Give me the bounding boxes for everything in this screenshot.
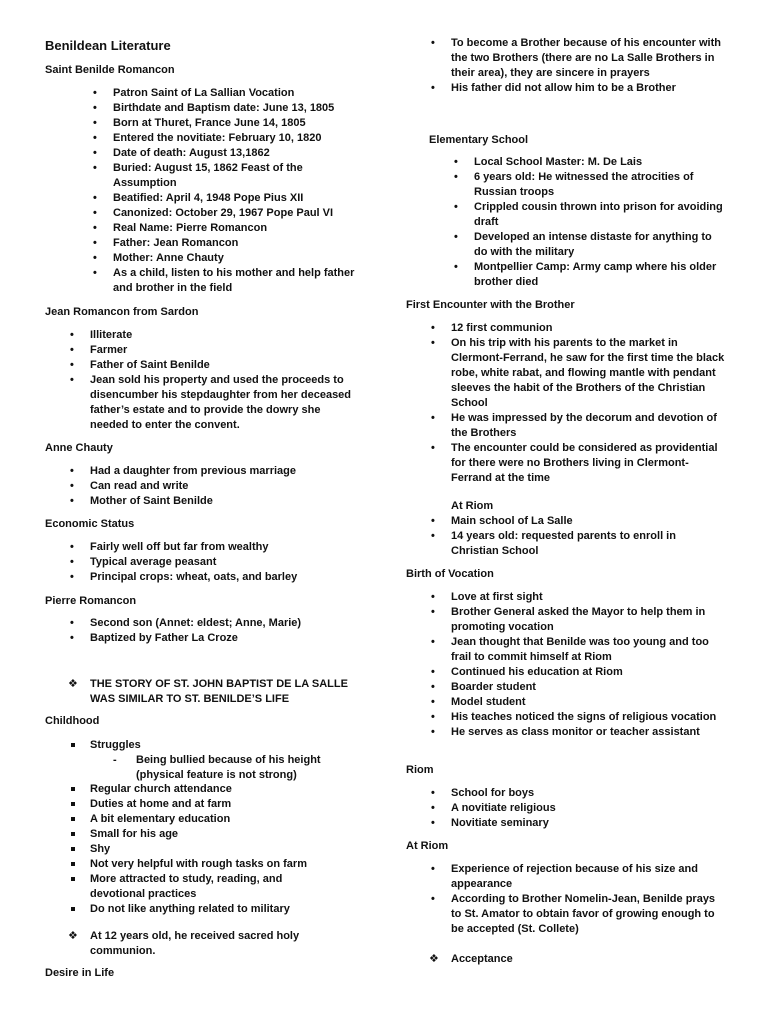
callout-acceptance: ❖ Acceptance (429, 953, 513, 965)
list-pierre-romancon (90, 616, 360, 646)
list-item: • On his trip with his parents to the market in Clermont-Ferrand, he saw for the first time the black robe, white rabat, and flowing mantle with pendant sleeves the habit of the Brothers of the Christian School (451, 336, 726, 411)
list-item: • Born at Thuret, France June 14, 1805 (113, 116, 368, 131)
list-item: • Farmer (90, 343, 360, 358)
list-anne-chauty (90, 464, 360, 509)
section-heading-at-riom-2: At Riom (406, 840, 449, 852)
list-item: • Novitiate seminary (451, 816, 726, 831)
list-item: • Date of death: August 13,1862 (113, 146, 368, 161)
list-item: • Can read and write (90, 479, 360, 494)
list-item: • Entered the novitiate: February 10, 1820 (113, 131, 368, 146)
diamond-bullet-icon: ❖ (68, 678, 78, 690)
list-item: • Father of Saint Benilde (90, 358, 360, 373)
list-item: • Jean thought that Benilde was too young and too frail to commit himself at Riom (451, 635, 726, 665)
list-item: Small for his age (90, 827, 360, 842)
section-heading-riom: Riom (406, 764, 434, 776)
list-item: • Love at first sight (451, 590, 726, 605)
section-heading-birth-of-vocation: Birth of Vocation (406, 568, 494, 580)
list-item: • Mother of Saint Benilde (90, 494, 360, 509)
list-item: • The encounter could be considered as providential for there were no Brothers living in Clermont-Ferrand at the time (451, 441, 726, 486)
section-heading-first-encounter: First Encounter with the Brother (406, 299, 575, 311)
list-item: • 12 first communion (451, 321, 726, 336)
list-item: • Fairly well off but far from wealthy (90, 540, 360, 555)
list-item: Regular church attendance (90, 782, 360, 797)
list-item: • Patron Saint of La Sallian Vocation (113, 86, 368, 101)
section-heading-elementary-school: Elementary School (429, 134, 529, 146)
list-item: • Experience of rejection because of his size and appearance (451, 862, 726, 892)
list-item: • His father did not allow him to be a Brother (451, 81, 721, 96)
section-heading-saint-benilde: Saint Benilde Romancon (45, 64, 175, 76)
list-item: • Canonized: October 29, 1967 Pope Paul VI (113, 206, 368, 221)
list-item: • Real Name: Pierre Romancon (113, 221, 368, 236)
list-item: • 14 years old: requested parents to enroll in Christian School (451, 529, 726, 559)
list-item: • Illiterate (90, 328, 360, 343)
list-item: • He was impressed by the decorum and devotion of the Brothers (451, 411, 726, 441)
list-desire (451, 36, 721, 96)
list-item: • As a child, listen to his mother and help father and brother in the field (113, 266, 368, 296)
list-elementary-school (474, 155, 724, 290)
list-item: • A novitiate religious (451, 801, 726, 816)
list-item: Shy (90, 842, 360, 857)
diamond-bullet-icon: ❖ (429, 953, 439, 965)
list-first-encounter (451, 321, 726, 486)
section-heading-economic-status: Economic Status (45, 518, 135, 530)
list-item: • Developed an intense distaste for anything to do with the military (474, 230, 724, 260)
list-item: • Mother: Anne Chauty (113, 251, 368, 266)
section-heading-jean-romancon: Jean Romancon from Sardon (45, 306, 199, 318)
list-item: • Continued his education at Riom (451, 665, 726, 680)
list-saint-benilde (113, 86, 368, 296)
list-item: • To become a Brother because of his encounter with the two Brothers (there are no La Salle Brothers in their area), they are sincere in prayers (451, 36, 721, 81)
list-jean-romancon (90, 328, 360, 433)
list-item: Do not like anything related to military (90, 902, 360, 917)
list-item: Duties at home and at farm (90, 797, 360, 812)
list-childhood (90, 738, 360, 753)
list-item: • Typical average peasant (90, 555, 360, 570)
document-title: Benildean Literature (45, 38, 171, 53)
list-item: Not very helpful with rough tasks on farm (90, 857, 360, 872)
list-item: • School for boys (451, 786, 726, 801)
callout-communion: ❖ At 12 years old, he received sacred holy communion. (68, 930, 300, 957)
list-childhood-traits (90, 782, 360, 917)
list-item: • 6 years old: He witnessed the atrocities of Russian troops (474, 170, 724, 200)
section-heading-childhood: Childhood (45, 715, 100, 727)
list-at-riom-2 (451, 862, 726, 937)
list-item: • Montpellier Camp: Army camp where his older brother died (474, 260, 724, 290)
section-heading-at-riom: At Riom (451, 500, 494, 512)
list-item: More attracted to study, reading, and devotional practices (90, 872, 320, 902)
list-item: • Father: Jean Romancon (113, 236, 368, 251)
list-item: • Boarder student (451, 680, 726, 695)
list-item: • Model student (451, 695, 726, 710)
list-item: - Being bullied because of his height (physical feature is not strong) (136, 753, 366, 783)
list-item: • Local School Master: M. De Lais (474, 155, 724, 170)
list-item: • Brother General asked the Mayor to help them in promoting vocation (451, 605, 726, 635)
list-item: • Jean sold his property and used the proceeds to disencumber his stepdaughter from her deceased father’s estate and to provide the dowry she needed to enter the convent. (90, 373, 360, 433)
list-item: • Baptized by Father La Croze (90, 631, 360, 646)
list-riom (451, 786, 726, 831)
list-item: • Birthdate and Baptism date: June 13, 1805 (113, 101, 368, 116)
list-item: • Had a daughter from previous marriage (90, 464, 360, 479)
callout-la-salle: ❖ THE STORY OF ST. JOHN BAPTIST DE LA SALLE WAS SIMILAR TO ST. BENILDE’S LIFE (68, 678, 348, 705)
list-item: • Buried: August 15, 1862 Feast of the Assumption (113, 161, 343, 191)
list-item: • His teaches noticed the signs of religious vocation (451, 710, 726, 725)
list-item: • Beatified: April 4, 1948 Pope Pius XII (113, 191, 368, 206)
section-heading-pierre-romancon: Pierre Romancon (45, 595, 137, 607)
list-economic-status (90, 540, 360, 585)
list-item: • According to Brother Nomelin-Jean, Benilde prays to St. Amator to obtain favor of growing enough to be accepted (St. Collete) (451, 892, 726, 937)
list-item: Struggles (90, 738, 360, 753)
list-item: • He serves as class monitor or teacher assistant (451, 725, 726, 740)
list-struggles-sub (136, 753, 366, 783)
list-birth-of-vocation (451, 590, 726, 740)
diamond-bullet-icon: ❖ (68, 930, 78, 942)
list-item: • Main school of La Salle (451, 514, 726, 529)
list-item: • Principal crops: wheat, oats, and barley (90, 570, 360, 585)
section-heading-anne-chauty: Anne Chauty (45, 442, 113, 454)
list-at-riom (451, 514, 726, 559)
list-item: • Second son (Annet: eldest; Anne, Marie) (90, 616, 360, 631)
list-item: • Crippled cousin thrown into prison for avoiding draft (474, 200, 724, 230)
list-item: A bit elementary education (90, 812, 360, 827)
section-heading-desire-in-life: Desire in Life (45, 967, 115, 979)
